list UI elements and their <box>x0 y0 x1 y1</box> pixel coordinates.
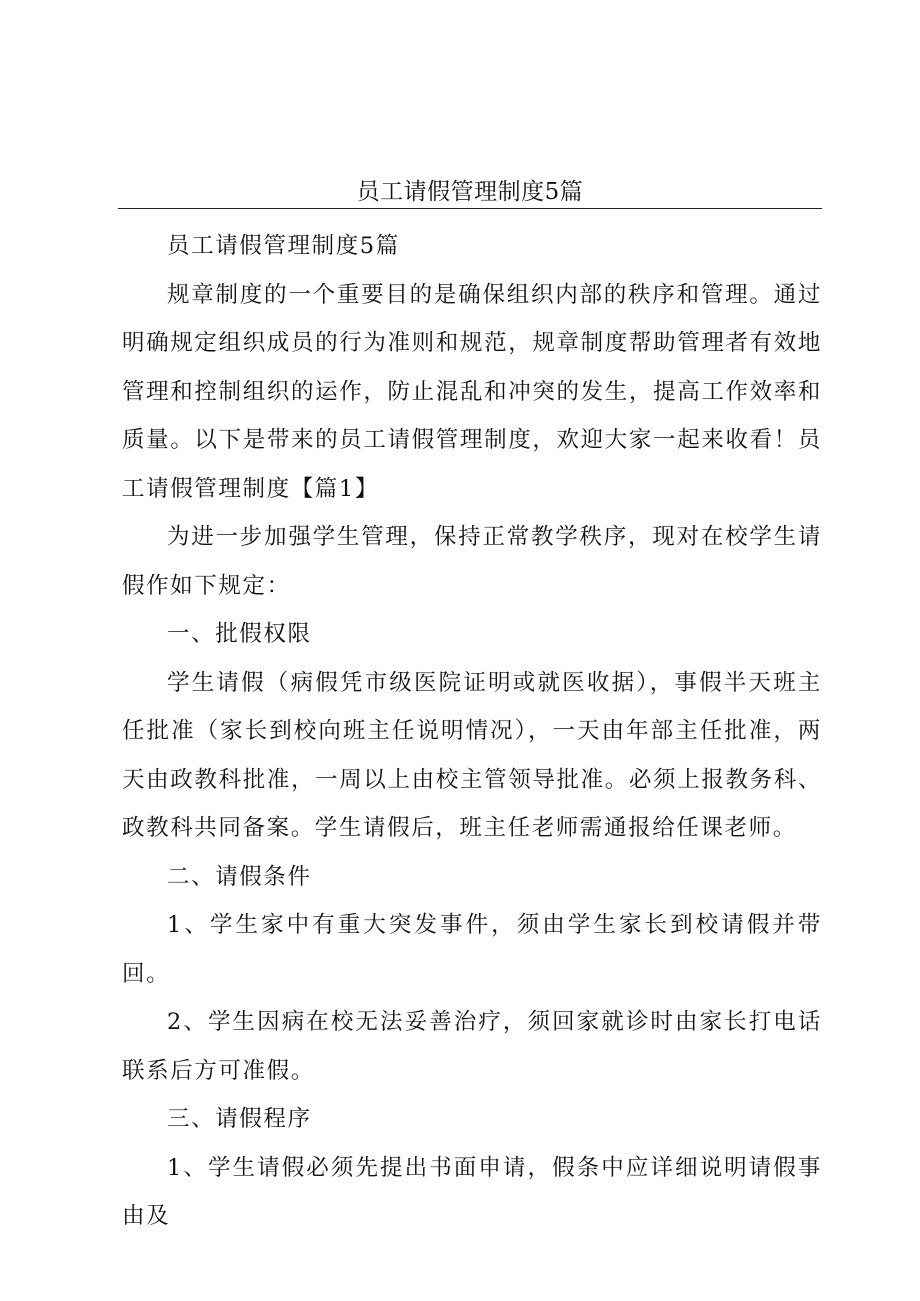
document-body <box>122 222 822 1241</box>
page-header-title: 员工请假管理制度5篇 <box>356 179 584 205</box>
header-divider <box>118 208 822 209</box>
document-subtitle: 员工请假管理制度5篇 <box>167 233 400 259</box>
intro-paragraph: 规章制度的一个重要目的是确保组织内部的秩序和管理。通过明确规定组织成员的行为准则和规范，规章制度帮助管理者有效地管理和控制组织的运作，防止混乱和冲突的发生，提高工作效率和质量。以下是带来的员工请假管理制度，欢迎大家一起来收看！员工请假管理制度【篇1】 <box>122 281 822 502</box>
leave-condition-item-1: 1、学生家中有重大突发事件，须由学生家长到校请假并带回。 <box>122 912 822 987</box>
approval-authority-paragraph: 学生请假（病假凭市级医院证明或就医收据），事假半天班主任批准（家长到校向班主任说明情况），一天由年部主任批准，两天由政教科批准，一周以上由校主管领导批准。必须上报教务科、政教科共同备案。学生请假后，班主任老师需通报给任课老师。 <box>122 669 822 841</box>
leave-condition-item-2: 2、学生因病在校无法妥善治疗，须回家就诊时由家长打电话联系后方可准假。 <box>122 1009 822 1084</box>
purpose-paragraph: 为进一步加强学生管理，保持正常教学秩序，现对在校学生请假作如下规定： <box>122 524 822 599</box>
section-heading-leave-conditions: 二、请假条件 <box>167 863 312 890</box>
section-heading-approval-authority: 一、批假权限 <box>167 621 312 647</box>
leave-procedure-item-1: 1、学生请假必须先提出书面申请，假条中应详细说明请假事由及 <box>122 1154 822 1229</box>
section-heading-leave-procedure: 三、请假程序 <box>167 1106 312 1132</box>
